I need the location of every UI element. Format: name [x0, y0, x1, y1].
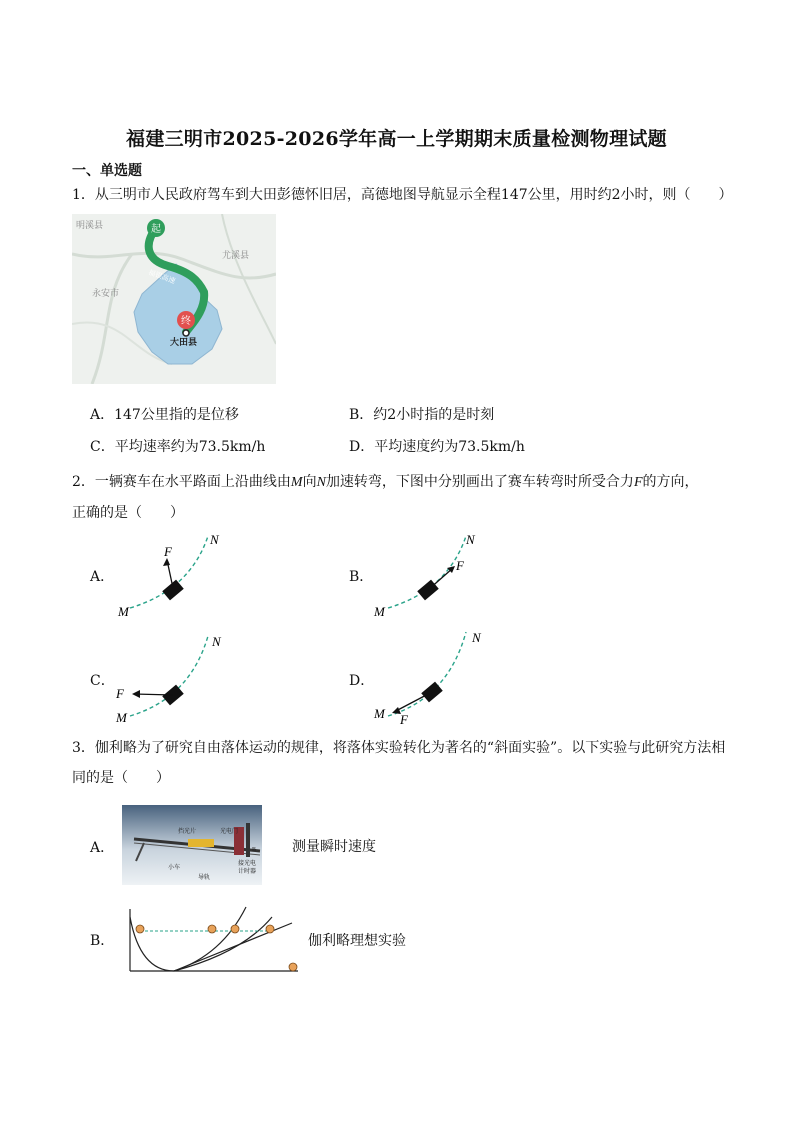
q2-stem: [72, 467, 732, 528]
q1-option-b: B．约2小时指的是时刻: [349, 407, 495, 423]
photo-label-timer2: 计时器: [238, 869, 257, 875]
ball-icon: [136, 925, 144, 933]
q2a-label-n: N: [210, 532, 219, 547]
q3-option-b-label: B．: [90, 933, 115, 949]
q2c-label-n: N: [212, 634, 221, 649]
map-label-mingxi: 明溪县: [76, 220, 104, 230]
photo-label-timer1: 接光电: [238, 861, 257, 867]
q3-option-a-label: A．: [90, 840, 115, 856]
q3-stem-line2: 同的是（ ）: [72, 770, 170, 786]
page-title: 福建三明市2025-2026学年高一上学期期末质量检测物理试题: [126, 128, 667, 150]
ball-icon: [208, 925, 216, 933]
q2-stem-m: M: [290, 475, 303, 490]
q2d-label-n: N: [472, 630, 481, 645]
q2b-label-n: N: [466, 532, 475, 547]
q2d-label-m: M: [374, 706, 385, 721]
q2-stem-n: N: [316, 475, 326, 490]
q2-diagram-b: [368, 530, 488, 620]
q2-diagram-a: [110, 530, 230, 620]
q2a-label-f: F: [164, 544, 172, 559]
q3-galileo-diagram: [122, 905, 302, 975]
ball-icon: [266, 925, 274, 933]
q3-stem-line1: 3．伽利略为了研究自由落体运动的规律，将落体实验转化为著名的“斜面实验”。以下实验与此研究方法相: [72, 740, 726, 756]
q2c-label-m: M: [116, 710, 127, 725]
ball-icon: [231, 925, 239, 933]
map-label-yongan: 永安市: [92, 288, 120, 298]
map-label-datian: 大田县: [170, 337, 198, 347]
map-label-road: 福银高速: [147, 268, 177, 286]
q2-option-d-label: D．: [349, 673, 375, 689]
ball-icon: [289, 963, 297, 971]
section-heading: 一、单选题: [72, 163, 142, 179]
q2-option-b-label: B．: [349, 569, 374, 585]
q2c-label-f: F: [116, 686, 124, 701]
photo-label-gate: 光电门: [220, 829, 239, 835]
q2a-label-m: M: [118, 604, 129, 619]
q1-option-c: C．平均速率约为73.5km/h: [90, 439, 266, 455]
q1-stem: 1．从三明市人民政府驾车到大田彭德怀旧居，高德地图导航显示全程147公里，用时约2小时，则（ ）: [72, 187, 733, 203]
q2-diagram-d: [368, 624, 488, 729]
q3-stem: [72, 733, 732, 793]
q2-stem-part2: 向: [302, 474, 317, 490]
q2-stem-line2: 正确的是（ ）: [72, 505, 184, 521]
q2-stem-f: F: [633, 475, 643, 490]
q2-stem-part3: 加速转弯，下图中分别画出了赛车转弯时所受合力: [325, 474, 634, 490]
q2b-label-m: M: [374, 604, 385, 619]
q2b-label-f: F: [456, 558, 464, 573]
photo-label-mark: B: [252, 847, 257, 853]
map-label-youxi: 尤溪县: [222, 250, 250, 260]
q1-option-a: A．147公里指的是位移: [90, 407, 239, 423]
map-label-start: 起: [151, 224, 161, 235]
q2-stem-part4: 的方向，: [642, 474, 699, 490]
q2d-label-f: F: [400, 712, 408, 727]
map-label-end: 终: [181, 316, 191, 327]
q3-photo-gate-image: [122, 805, 262, 885]
q3-option-b-text: 伽利略理想实验: [308, 933, 406, 949]
q2-stem-part1: 2．一辆赛车在水平路面上沿曲线由: [72, 474, 291, 490]
photo-label-cart: 小车: [168, 865, 181, 871]
photo-label-rail: 导轨: [198, 875, 211, 881]
q1-route-map: [72, 214, 276, 384]
q2-diagram-c: [110, 630, 230, 725]
q2-option-a-label: A．: [90, 569, 115, 585]
photo-label-shutter: 挡光片: [178, 829, 197, 835]
q1-option-d: D．平均速度约为73.5km/h: [349, 439, 525, 455]
q3-option-a-text: 测量瞬时速度: [292, 839, 376, 855]
q2-option-c-label: C．: [90, 673, 115, 689]
